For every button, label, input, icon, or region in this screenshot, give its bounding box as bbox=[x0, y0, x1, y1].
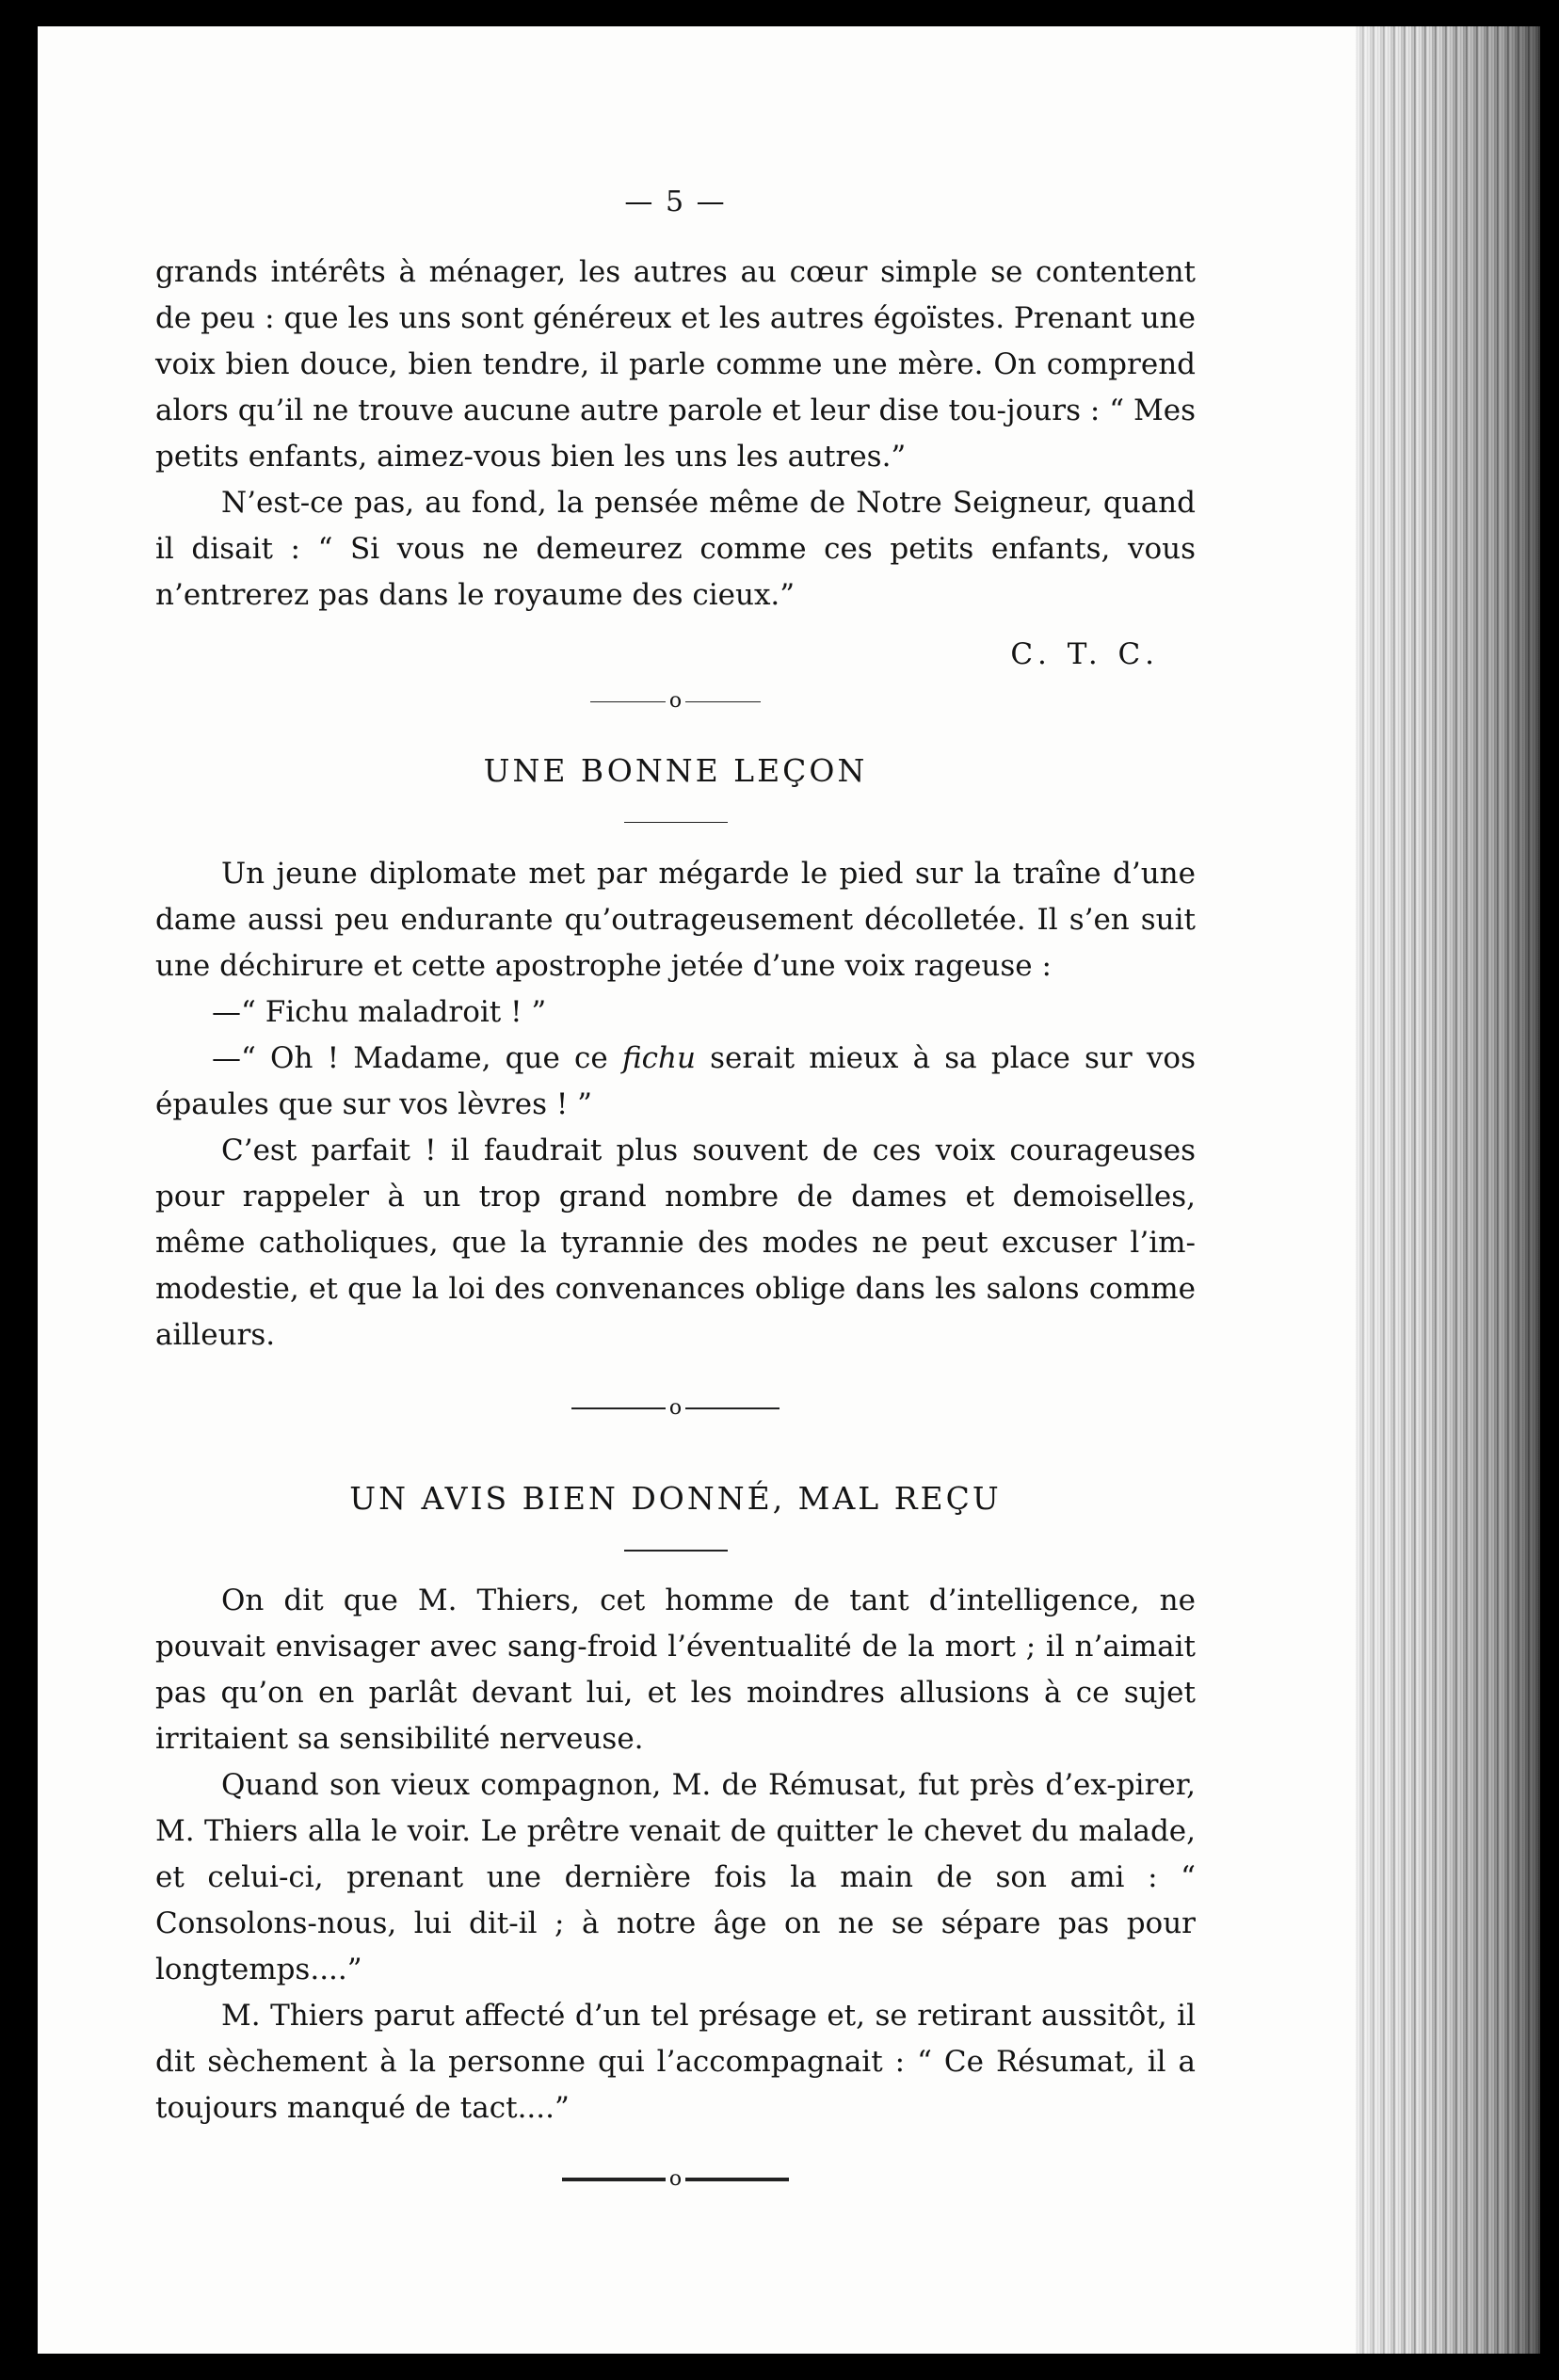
separator-1 bbox=[155, 691, 1196, 712]
separator-glyph: o bbox=[668, 1396, 683, 1420]
separator-glyph: o bbox=[668, 689, 683, 713]
separator-line bbox=[685, 1407, 780, 1409]
intro-paragraph-2: N’est-ce pas, au fond, la pensée même de Notre Seigneur, quand il disait : “ Si vous ne demeurez comme ces petits enfants, vous n’entrerez pas dans le royaume des cieux.” bbox=[155, 486, 1196, 612]
separator-line bbox=[562, 2178, 666, 2181]
separator-line bbox=[685, 701, 761, 702]
title-rule bbox=[624, 1550, 728, 1552]
separator-2 bbox=[155, 1398, 1196, 1419]
section1-dialog-2 bbox=[155, 1036, 1196, 1128]
italic-word: fichu bbox=[621, 1041, 696, 1075]
intro-paragraph-1: grands intérêts à ménager, les autres au cœur simple se contentent de peu : que les uns sont généreux et les autres égoïstes. Prenant une voix bien douce, bien tendre, il parle comme une mère. On comprend alors qu’il ne trouve aucune autre parole et leur dise tou-jours : “ Mes petits enfants, aimez-vous bien les uns les autres.” bbox=[155, 255, 1196, 474]
separator-line bbox=[571, 1407, 666, 1409]
signature: C. T. C. bbox=[1010, 637, 1160, 671]
title-rule bbox=[624, 822, 728, 823]
section1-paragraph-1: Un jeune diplomate met par mégarde le pied sur la traîne d’une dame aussi peu endurante qu’outrageusement décolletée. Il s’en suit une déchirure et cette apostrophe jetée d’une voix rageuse : bbox=[155, 857, 1196, 983]
separator-3 bbox=[155, 2169, 1196, 2190]
page-number: — 5 — bbox=[624, 185, 727, 218]
section2-paragraph-1: On dit que M. Thiers, cet homme de tant d’intelligence, ne pouvait envisager avec sang-froid l’éventualité de la mort ; il n’aimait pas qu’on en parlât devant lui, et les moindres allusions à ce sujet irritaient sa sensibilité nerveuse. bbox=[155, 1584, 1196, 1756]
section1-dialog-1: —“ Fichu maladroit ! ” bbox=[212, 995, 547, 1029]
separator-glyph: o bbox=[668, 2167, 683, 2191]
section-title-un-avis-bien-donne: UN AVIS BIEN DONNÉ, MAL REÇU bbox=[349, 1480, 1002, 1517]
separator-line bbox=[590, 701, 666, 702]
section2-paragraph-2: Quand son vieux compagnon, M. de Rémusat, fut près d’ex-pirer, M. Thiers alla le voir. Le prêtre venait de quitter le chevet du malade, et celui-ci, prenant une dernière fois la main de son ami : “ Consolons-nous, lui dit-il ; à notre âge on ne se sépare pas pour longtemps....” bbox=[155, 1768, 1196, 1986]
section2-paragraph-3: M. Thiers parut affecté d’un tel présage et, se retirant aussitôt, il dit sèchement à la personne qui l’accompagnait : “ Ce Résumat, il a toujours manqué de tact....” bbox=[155, 1999, 1196, 2125]
text-block bbox=[155, 26, 1196, 2190]
dialog-text: —“ Oh ! Madame, que ce bbox=[212, 1041, 622, 1075]
book-page bbox=[38, 26, 1374, 2354]
separator-line bbox=[685, 2178, 789, 2181]
book-fore-edge bbox=[1356, 26, 1540, 2354]
section1-paragraph-2: C’est parfait ! il faudrait plus souvent de ces voix courageuses pour rappeler à un trop grand nombre de dames et demoiselles, même catholiques, que la tyrannie des modes ne peut excuser l’im-modestie, et que la loi des convenances oblige dans les salons comme ailleurs. bbox=[155, 1134, 1196, 1352]
section-title-une-bonne-lecon: UNE BONNE LEÇON bbox=[483, 752, 868, 789]
dialog-text: serait mieux à sa place sur vos épaules que sur vos lèvres ! ” bbox=[155, 1041, 1196, 1121]
